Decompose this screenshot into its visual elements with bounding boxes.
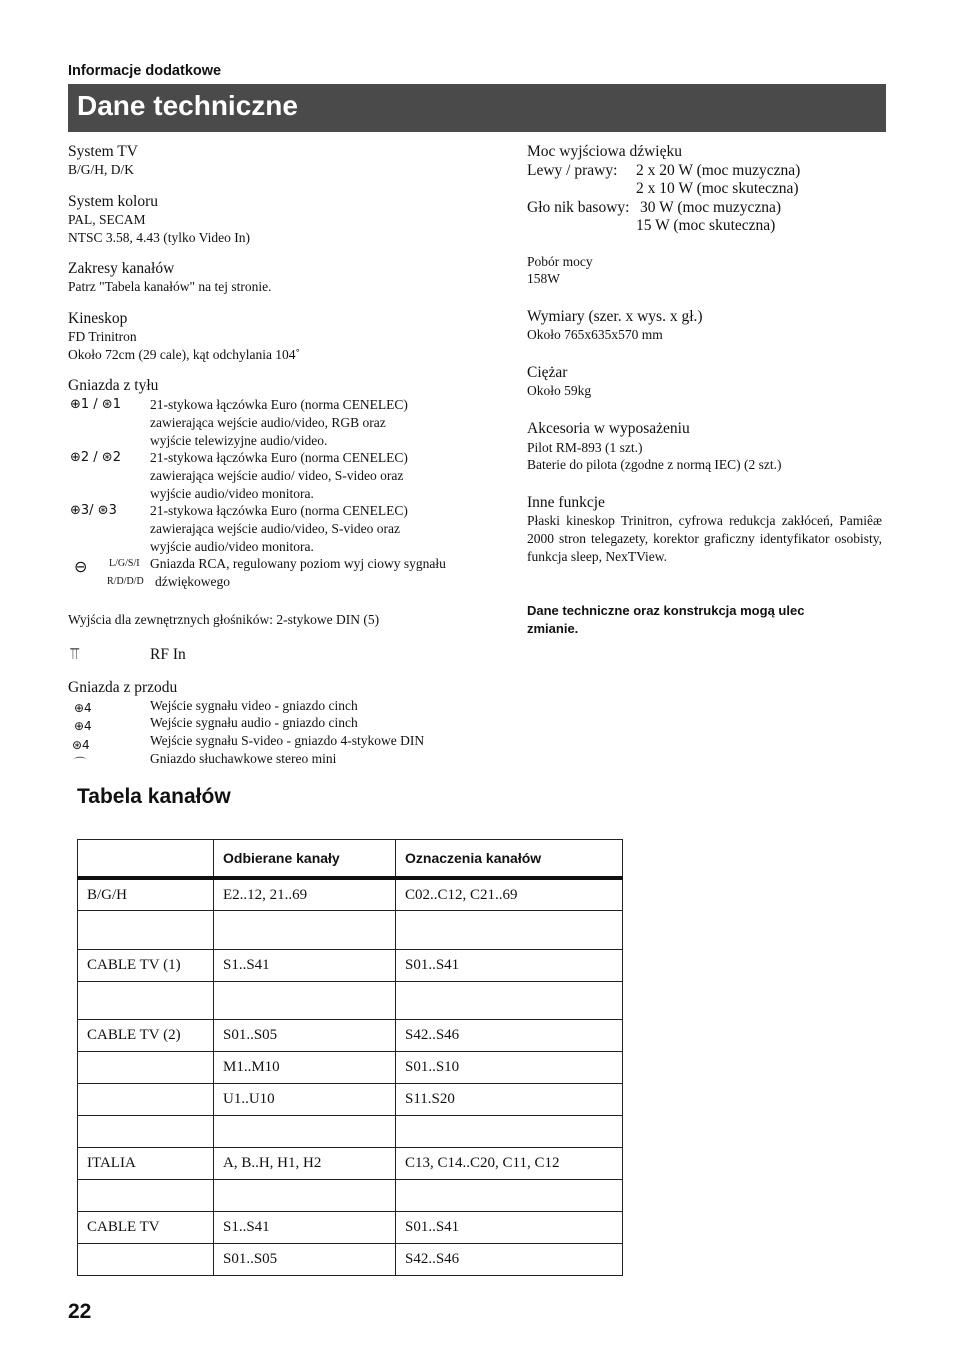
table-heading: Tabela kanałów (77, 785, 231, 808)
zakresy-label: Zakresy kanałów (68, 260, 175, 277)
table-cell: S42..S46 (396, 1244, 623, 1276)
moc-value: 30 W (moc muzyczna) (640, 199, 782, 216)
channel-table (77, 839, 623, 1276)
table-row (78, 982, 623, 1020)
table-cell: U1..U10 (214, 1084, 396, 1116)
scart-1-line: 21-stykowa łączówka Euro (norma CENELEC) (150, 397, 408, 412)
akcesoria-label: Akcesoria w wyposażeniu (527, 420, 690, 437)
speakers-text: Wyjścia dla zewnętrznych głośników: 2-stykowe DIN (5) (68, 612, 380, 627)
scart-1-icon: ⊕1 / ⊛1 (70, 397, 121, 412)
table-cell: S1..S41 (214, 950, 396, 982)
antenna-icon: ⫪ (70, 644, 80, 663)
s-video-icon: ⊛4 (72, 738, 90, 752)
pobor-label: Pobór mocy (527, 254, 593, 269)
table-cell (78, 1244, 214, 1276)
table-cell (78, 1180, 214, 1212)
table-cell: C13, C14..C20, C11, C12 (396, 1148, 623, 1180)
ciezar-label: Ciężar (527, 364, 568, 381)
front-sockets-label: Gniazda z przodu (68, 679, 178, 696)
rca-line: dźwiękowego (155, 574, 230, 589)
page-number: 22 (68, 1300, 92, 1323)
rear-sockets-label: Gniazda z tyłu (68, 377, 159, 394)
audio-out-icon: ⊖ (74, 557, 88, 576)
moc-value: 15 W (moc skuteczna) (636, 217, 776, 234)
moc-value: 2 x 10 W (moc skuteczna) (636, 180, 799, 197)
table-cell (78, 1052, 214, 1084)
ciezar-value: Około 59kg (527, 383, 592, 398)
table-row (78, 1212, 623, 1244)
scart-2-line: zawierająca wejście audio/ video, S-video oraz (150, 468, 404, 483)
page-title: Dane techniczne (77, 90, 298, 121)
system-tv-value: B/G/H, D/K (68, 162, 135, 177)
front-line: Wejście sygnału video - gniazdo cinch (150, 698, 358, 713)
table-row (78, 1052, 623, 1084)
scart-3-line: 21-stykowa łączówka Euro (norma CENELEC) (150, 503, 408, 518)
video-in-icon: ⊕4 (74, 701, 92, 715)
table-cell: S01..S10 (396, 1052, 623, 1084)
table-cell: S01..S05 (214, 1020, 396, 1052)
table-cell: CABLE TV (1) (78, 950, 214, 982)
table-cell (78, 982, 214, 1020)
table-header-cell (78, 840, 214, 879)
table-cell (396, 1180, 623, 1212)
table-cell (214, 1116, 396, 1148)
table-cell (214, 911, 396, 950)
scart-2-icon: ⊕2 / ⊛2 (70, 450, 121, 465)
scart-3-line: wyjście audio/video monitora. (150, 539, 314, 554)
table-cell: S42..S46 (396, 1020, 623, 1052)
table-cell: A, B..H, H1, H2 (214, 1148, 396, 1180)
scart-1-line: zawierająca wejście audio/video, RGB oraz (150, 415, 386, 430)
table-cell (396, 911, 623, 950)
rca-lr-label: R/D/D/D (107, 576, 144, 587)
table-cell: S11.S20 (396, 1084, 623, 1116)
wymiary-value: Około 765x635x570 mm (527, 327, 663, 342)
change-notice: Dane techniczne oraz konstrukcja mogą ulec zmianie. (527, 603, 805, 636)
table-cell: C02..C12, C21..69 (396, 878, 623, 911)
scart-2-line: 21-stykowa łączówka Euro (norma CENELEC) (150, 450, 408, 465)
table-cell: S01..S41 (396, 1212, 623, 1244)
zakresy-value: Patrz "Tabela kanałów" na tej stronie. (68, 279, 272, 294)
table-cell: CABLE TV (78, 1212, 214, 1244)
table-cell (396, 1116, 623, 1148)
table-cell (396, 982, 623, 1020)
table-row (78, 1148, 623, 1180)
system-koloru-line: NTSC 3.58, 4.43 (tylko Video In) (68, 230, 250, 245)
table-row (78, 1084, 623, 1116)
rca-line: Gniazda RCA, regulowany poziom wyj ciowy sygnału (150, 556, 446, 571)
table-header-row (78, 840, 623, 879)
table-row (78, 878, 623, 911)
table-row (78, 1180, 623, 1212)
table-row (78, 1020, 623, 1052)
front-line: Wejście sygnału audio - gniazdo cinch (150, 715, 358, 730)
kineskop-line: FD Trinitron (68, 329, 137, 344)
headphones-icon: ⌒ (74, 756, 87, 770)
front-line: Gniazdo słuchawkowe stereo mini (150, 751, 337, 766)
system-koloru-label: System koloru (68, 193, 158, 210)
table-cell: E2..12, 21..69 (214, 878, 396, 911)
rf-in-label: RF In (150, 646, 186, 663)
table-row (78, 1244, 623, 1276)
inne-label: Inne funkcje (527, 494, 605, 511)
audio-in-icon: ⊕4 (74, 719, 92, 733)
akcesoria-line: Baterie do pilota (zgodne z normą IEC) (2 szt.) (527, 457, 782, 472)
kineskop-label: Kineskop (68, 310, 128, 327)
system-koloru-line: PAL, SECAM (68, 212, 146, 227)
pobor-value: 158W (527, 271, 560, 286)
title-bar (68, 84, 886, 132)
table-header-cell: Odbierane kanały (214, 840, 396, 879)
moc-label: Moc wyjściowa dźwięku (527, 143, 682, 160)
table-cell (78, 1116, 214, 1148)
scart-3-line: zawierająca wejście audio/video, S-video oraz (150, 521, 401, 536)
table-cell (78, 1084, 214, 1116)
table-cell: ITALIA (78, 1148, 214, 1180)
front-line: Wejście sygnału S-video - gniazdo 4-stykowe DIN (150, 733, 425, 748)
system-tv-label: System TV (68, 143, 138, 160)
table-row (78, 1116, 623, 1148)
wymiary-label: Wymiary (szer. x wys. x gł.) (527, 308, 703, 325)
table-row (78, 950, 623, 982)
table-cell: CABLE TV (2) (78, 1020, 214, 1052)
table-cell: S01..S05 (214, 1244, 396, 1276)
table-cell: S1..S41 (214, 1212, 396, 1244)
table-cell (214, 1180, 396, 1212)
moc-bass-label: Gło nik basowy: (527, 199, 630, 216)
table-cell (78, 911, 214, 950)
moc-lewy-label: Lewy / prawy: (527, 162, 618, 179)
kineskop-line: Około 72cm (29 cale), kąt odchylania 104˚ (68, 347, 301, 362)
table-header-cell: Oznaczenia kanałów (396, 840, 623, 879)
section-label: Informacje dodatkowe (68, 63, 222, 79)
table-cell: M1..M10 (214, 1052, 396, 1084)
table-cell: B/G/H (78, 878, 214, 911)
rca-lr-label: L/G/S/I (109, 558, 140, 569)
scart-2-line: wyjście audio/video monitora. (150, 486, 314, 501)
table-cell (214, 982, 396, 1020)
scart-1-line: wyjście telewizyjne audio/video. (150, 433, 328, 448)
scart-3-icon: ⊕3/ ⊛3 (70, 503, 117, 518)
table-cell: S01..S41 (396, 950, 623, 982)
inne-text: Płaski kineskop Trinitron, cyfrowa redukcja zakłóceń, Pamiêæ 2000 stron telegazety, korektor graficzny identyfikator osobisty, funkcja sleep, NexTView. (527, 513, 882, 564)
table-row (78, 911, 623, 950)
moc-value: 2 x 20 W (moc muzyczna) (636, 162, 801, 179)
akcesoria-line: Pilot RM-893 (1 szt.) (527, 440, 643, 455)
